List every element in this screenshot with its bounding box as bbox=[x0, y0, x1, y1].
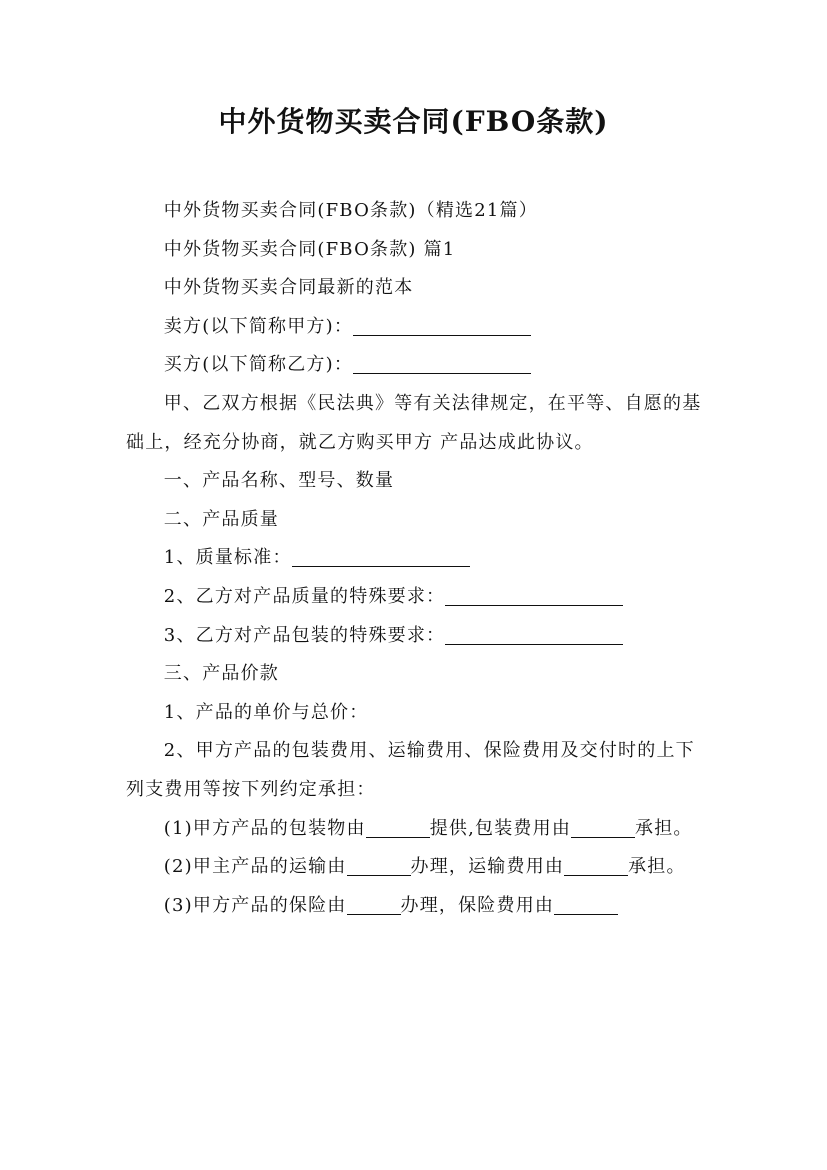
paragraph-seller bbox=[126, 308, 706, 347]
paragraph-product-name: 一、产品名称、型号、数量 bbox=[163, 470, 395, 492]
packaging-provider-blank bbox=[366, 817, 430, 838]
seller-blank bbox=[353, 315, 531, 336]
paragraph-section-heading: 中外货物买卖合同(FBO条款) 篇1 bbox=[163, 238, 456, 260]
paragraph-template-title: 中外货物买卖合同最新的范本 bbox=[163, 277, 414, 299]
packaging-clause-part-c: 承担。 bbox=[635, 817, 693, 839]
seller-label: 卖方(以下简称甲方)： bbox=[163, 315, 354, 337]
quality-standard-blank bbox=[292, 546, 470, 567]
paragraph-product-price: 三、产品价款 bbox=[163, 663, 279, 685]
paragraph-insurance-clause bbox=[126, 887, 706, 926]
insurance-cost-blank bbox=[554, 894, 618, 915]
packaging-requirement-label: 3、乙方对产品包装的特殊要求： bbox=[163, 624, 446, 646]
paragraph-packaging-clause bbox=[126, 810, 706, 849]
transport-clause-part-c: 承担。 bbox=[628, 856, 686, 878]
packaging-requirement-blank bbox=[445, 624, 623, 645]
quality-requirement-label: 2、乙方对产品质量的特殊要求： bbox=[163, 585, 446, 607]
paragraph-agreement: 甲、乙双方根据《民法典》等有关法律规定，在平等、自愿的基础上，经充分协商，就乙方购买甲方 产品达成此协议。 bbox=[126, 392, 702, 453]
document-title: 中外货物买卖合同(FBO条款) bbox=[218, 105, 609, 138]
paragraph-subtitle: 中外货物买卖合同(FBO条款)（精选21篇） bbox=[163, 200, 538, 221]
transport-cost-blank bbox=[564, 855, 628, 876]
buyer-label: 买方(以下简称乙方)： bbox=[163, 354, 354, 376]
quality-requirement-blank bbox=[445, 585, 623, 606]
paragraph-unit-price: 1、产品的单价与总价： bbox=[163, 701, 369, 723]
packaging-clause-part-b: 提供,包装费用由 bbox=[429, 817, 572, 839]
insurance-handler-blank bbox=[347, 894, 401, 915]
paragraph-product-quality: 二、产品质量 bbox=[163, 508, 279, 530]
insurance-clause-part-a: (3)甲方产品的保险由 bbox=[163, 894, 347, 916]
transport-handler-blank bbox=[347, 855, 411, 876]
document-body bbox=[126, 192, 706, 925]
paragraph-transport-clause bbox=[126, 848, 706, 887]
paragraph-buyer bbox=[126, 346, 706, 385]
paragraph-quality-standard bbox=[126, 539, 706, 578]
packaging-clause-part-a: (1)甲方产品的包装物由 bbox=[163, 817, 366, 839]
paragraph-fees: 2、甲方产品的包装费用、运输费用、保险费用及交付时的上下列支费用等按下列约定承担： bbox=[126, 740, 695, 800]
quality-standard-label: 1、质量标准： bbox=[163, 547, 292, 569]
paragraph-quality-requirement bbox=[126, 578, 706, 617]
buyer-blank bbox=[353, 353, 531, 374]
paragraph-packaging-requirement bbox=[126, 617, 706, 656]
packaging-cost-blank bbox=[571, 817, 635, 838]
transport-clause-part-a: (2)甲主产品的运输由 bbox=[163, 856, 347, 878]
insurance-clause-part-b: 办理，保险费用由 bbox=[400, 894, 555, 916]
transport-clause-part-b: 办理，运输费用由 bbox=[410, 856, 565, 878]
